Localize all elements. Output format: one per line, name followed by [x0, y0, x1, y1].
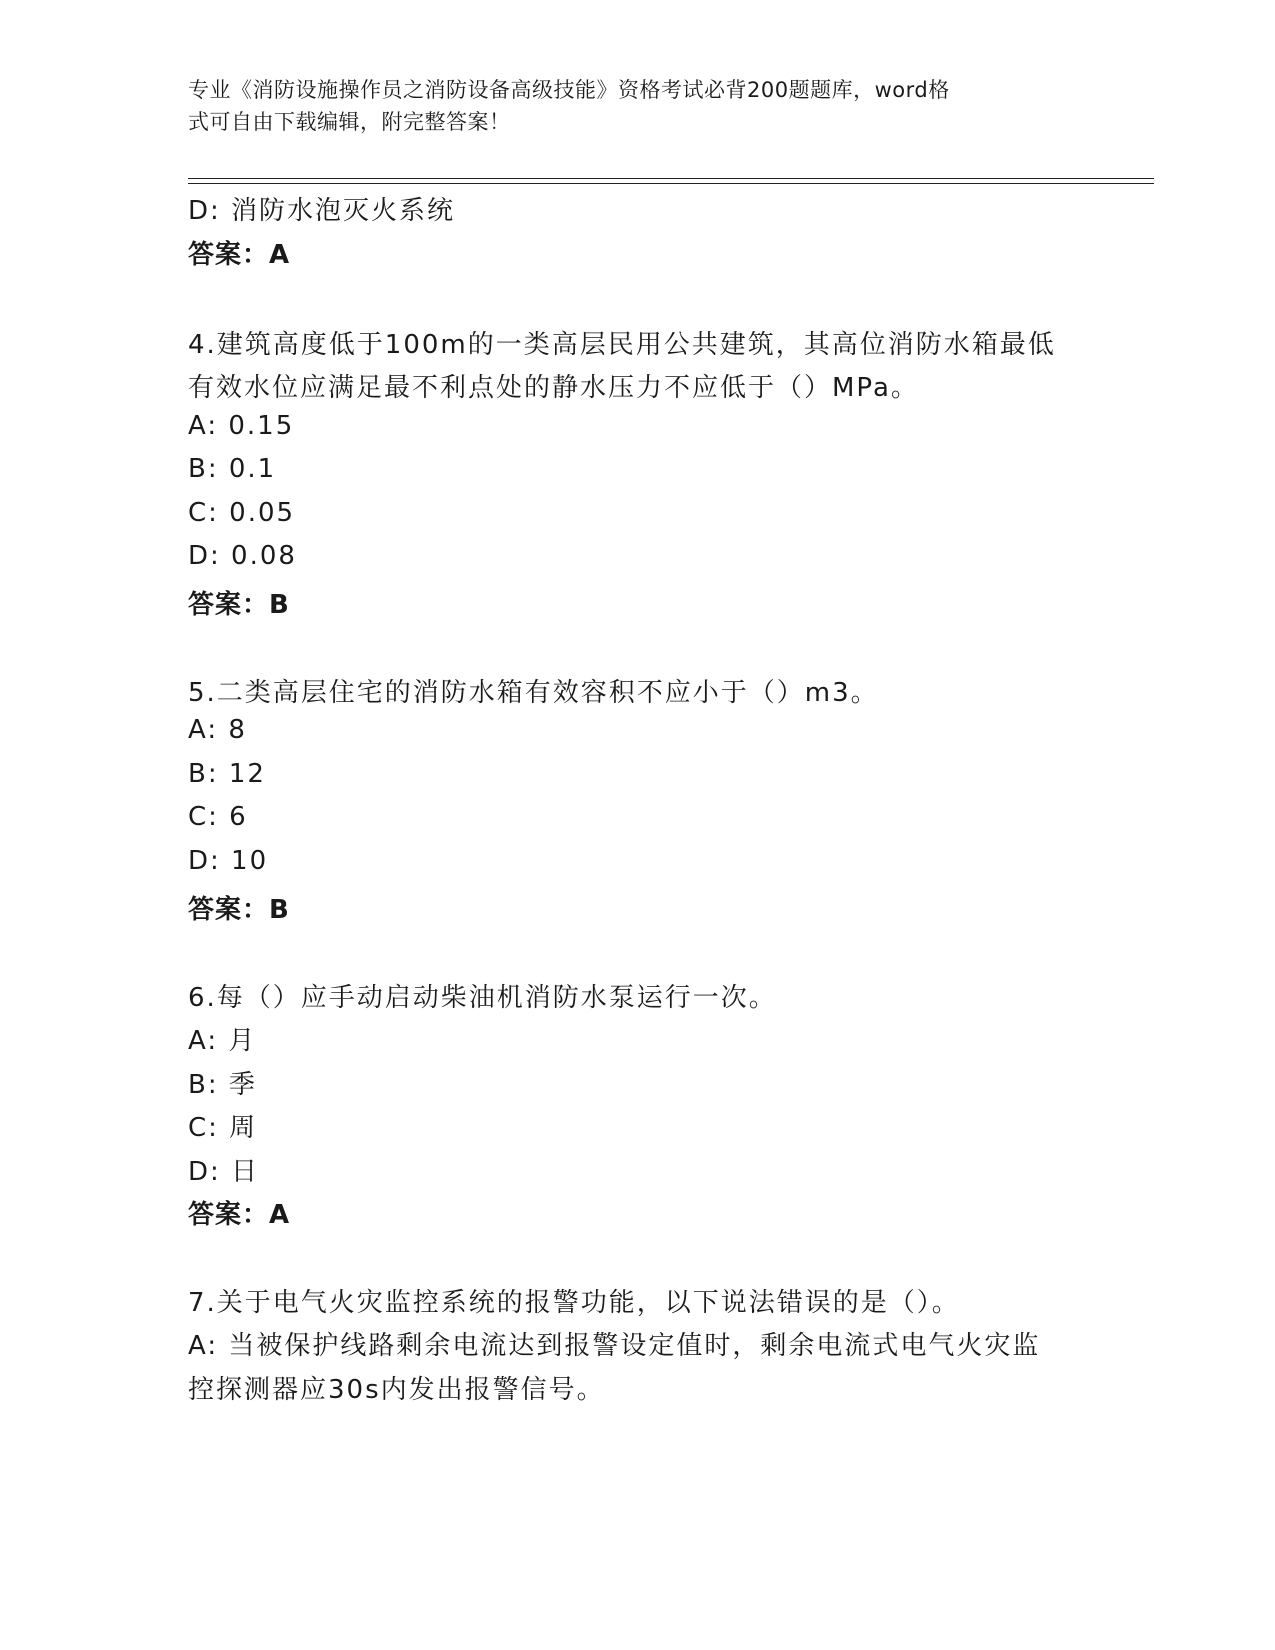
document-header	[188, 74, 1068, 138]
q4-answer: 答案：B	[188, 590, 290, 620]
header-divider-top	[188, 178, 1154, 179]
q5-option-d: D: 10	[188, 846, 269, 876]
q7-option-a-line-2: 控探测器应30s内发出报警信号。	[188, 1375, 605, 1405]
q7-stem: 7.关于电气火灾监控系统的报警功能，以下说法错误的是（）。	[188, 1288, 960, 1318]
q4-option-c: C: 0.05	[188, 498, 296, 528]
q3-answer: 答案：A	[188, 240, 291, 270]
q4-option-a: A: 0.15	[188, 411, 295, 441]
q5-answer: 答案：B	[188, 895, 290, 925]
q4-option-d: D: 0.08	[188, 541, 297, 571]
q3-option-d: D: 消防水泡灭火系统	[188, 196, 456, 226]
q5-option-b: B: 12	[188, 759, 266, 789]
q5-stem: 5.二类高层住宅的消防水箱有效容积不应小于（）m3。	[188, 678, 879, 708]
q6-option-d: D: 日	[188, 1157, 260, 1187]
header-divider-bottom	[188, 183, 1154, 184]
q4-stem-line-1: 4.建筑高度低于100m的一类高层民用公共建筑，其高位消防水箱最低	[188, 330, 1056, 360]
q6-option-a: A: 月	[188, 1026, 257, 1056]
q6-option-b: B: 季	[188, 1070, 257, 1100]
header-line-1: 专业《消防设施操作员之消防设备高级技能》资格考试必背200题题库，word格	[188, 78, 950, 102]
q4-stem-line-2: 有效水位应满足最不利点处的静水压力不应低于（）MPa。	[188, 373, 919, 403]
q6-option-c: C: 周	[188, 1113, 258, 1143]
q4-option-b: B: 0.1	[188, 454, 277, 484]
q5-option-a: A: 8	[188, 715, 247, 745]
q6-stem: 6.每（）应手动启动柴油机消防水泵运行一次。	[188, 983, 777, 1013]
header-line-2: 式可自由下载编辑，附完整答案！	[188, 110, 511, 134]
q6-answer: 答案：A	[188, 1200, 291, 1230]
q5-option-c: C: 6	[188, 802, 248, 832]
q7-option-a-line-1: A: 当被保护线路剩余电流达到报警设定值时，剩余电流式电气火灾监	[188, 1331, 1041, 1361]
